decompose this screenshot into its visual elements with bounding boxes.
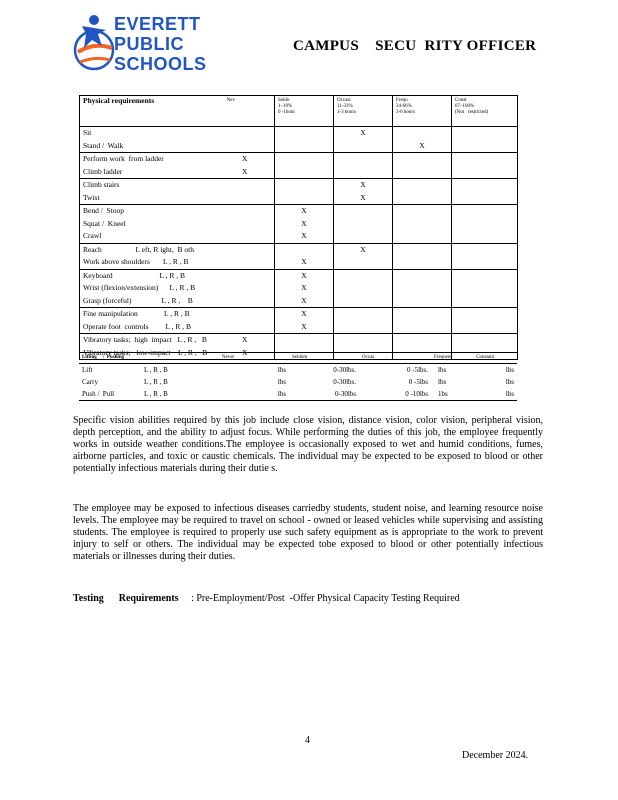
header-occasional: Occasi 11-33% 1-3 hours: [334, 96, 393, 127]
lifting-sides: L , R , B: [144, 390, 168, 398]
activity-label: Climb ladder: [83, 166, 123, 176]
lifting-table: [79, 352, 517, 401]
frequency-mark: [455, 308, 514, 321]
frequency-mark: [455, 192, 514, 205]
frequency-mark: X: [419, 140, 425, 150]
never-mark: X: [242, 347, 248, 357]
lifting-header-seldom: Seldom: [289, 353, 359, 364]
frequency-mark: [337, 166, 389, 179]
lifting-header-occasional: Occas .: [359, 353, 431, 364]
never-mark: X: [242, 154, 248, 163]
document-date: December 2024.: [462, 750, 529, 761]
activity-label: Wrist (flexion/extension) L , R , B: [83, 283, 196, 292]
activity-label: Bend / Stoop: [83, 206, 125, 215]
requirements-header-row: [80, 96, 518, 127]
frequency-mark: X: [301, 218, 307, 228]
frequency-mark: X: [301, 283, 307, 292]
requirements-constant-cell: [452, 308, 518, 334]
frequency-mark: [278, 153, 330, 166]
activity-label: Vibratory tasks; low-impact L , R , B: [83, 347, 208, 357]
frequency-mark: [337, 230, 389, 243]
requirements-frequent-cell: [393, 269, 452, 308]
lifting-header-frequent-constant: [431, 353, 517, 364]
logo-line-2: PUBLIC: [114, 34, 184, 54]
header-frequent: Frequ 34-66% 3-6 hours: [393, 96, 452, 127]
requirements-constant-cell: [452, 205, 518, 244]
frequency-mark: [396, 192, 448, 205]
requirements-occasional-cell: [334, 179, 393, 205]
frequency-mark: [337, 153, 389, 166]
frequency-mark: X: [301, 257, 307, 266]
lifting-never-value: lbs: [277, 378, 286, 386]
frequency-mark: [396, 270, 448, 283]
frequency-mark: X: [301, 206, 307, 215]
frequency-mark: [396, 205, 448, 218]
requirements-seldom-cell: [275, 243, 334, 269]
frequency-mark: [455, 256, 514, 269]
lifting-activity-cell: [79, 388, 219, 401]
lifting-header-frequent: Frequent: [434, 355, 452, 360]
requirements-seldom-cell: [275, 308, 334, 334]
testing-requirements: [73, 593, 460, 604]
requirements-occasional-cell: [334, 308, 393, 334]
requirements-occasional-cell: [334, 205, 393, 244]
lifting-row: [79, 376, 517, 388]
requirements-occasional-cell: [334, 127, 393, 153]
activity-label: Perform work from ladder: [83, 154, 164, 163]
frequency-mark: [337, 282, 389, 295]
frequency-mark: [455, 321, 514, 334]
requirements-frequent-cell: [393, 179, 452, 205]
lifting-activity-cell: [79, 376, 219, 388]
frequency-mark: X: [301, 309, 307, 318]
requirements-seldom-cell: [275, 153, 334, 179]
header-physical-label: Physical requirements: [83, 96, 155, 105]
frequency-mark: [455, 127, 514, 140]
never-mark: X: [242, 335, 248, 344]
requirements-row-group: [80, 205, 518, 244]
lifting-activity-label: Push / Pull: [82, 390, 115, 398]
lifting-frequent-value: 1bs: [438, 390, 448, 398]
requirements-constant-cell: [452, 179, 518, 205]
testing-label: Testing Requirements: [73, 593, 179, 604]
frequency-mark: [278, 179, 330, 192]
lifting-constant-value: lbs: [505, 390, 514, 398]
requirements-activity-cell: [80, 269, 275, 308]
activity-label: Climb stairs: [83, 180, 120, 189]
frequency-mark: X: [301, 231, 307, 240]
activity-label: Sit: [83, 128, 92, 137]
never-mark: X: [242, 166, 248, 176]
requirements-activity-cell: [80, 179, 275, 205]
requirements-frequent-cell: [393, 153, 452, 179]
lifting-header-row: [79, 353, 517, 364]
frequency-mark: [455, 244, 514, 257]
lifting-never-value: lbs: [219, 388, 289, 401]
requirements-constant-cell: [452, 269, 518, 308]
lifting-occasional-value: 0 -5lbs: [408, 378, 428, 386]
lifting-constant-value: lbs: [505, 366, 514, 374]
frequency-mark: [455, 205, 514, 218]
frequency-mark: [396, 153, 448, 166]
requirements-seldom-cell: [275, 205, 334, 244]
frequency-mark: [455, 140, 514, 153]
lifting-header-never: Never: [219, 353, 289, 364]
header-physical-requirements: [80, 96, 275, 127]
frequency-mark: [337, 218, 389, 231]
requirements-row-group: [80, 243, 518, 269]
frequency-mark: X: [360, 244, 366, 254]
logo-globe-icon: [72, 12, 118, 78]
frequency-mark: [455, 270, 514, 283]
header-constant: Const 67–100% (Not restricted): [452, 96, 518, 127]
frequency-mark: [455, 166, 514, 179]
header-seldom: Seldo 1–10% 0 -1hour: [275, 96, 334, 127]
lifting-occasional-value: 0 -10lbs: [359, 388, 431, 401]
requirements-constant-cell: [452, 243, 518, 269]
lifting-occasional-value: 0 -5lbs.: [407, 366, 428, 374]
frequency-mark: [396, 334, 448, 347]
frequency-mark: [337, 256, 389, 269]
frequency-mark: [337, 334, 389, 347]
frequency-mark: X: [360, 180, 366, 189]
requirements-frequent-cell: [393, 205, 452, 244]
activity-label: Squat / Kneel: [83, 218, 126, 228]
frequency-mark: [337, 205, 389, 218]
logo-line-1: EVERETT: [114, 14, 201, 34]
requirements-occasional-cell: [334, 243, 393, 269]
frequency-mark: [278, 244, 330, 257]
header-never: Nev: [226, 98, 235, 103]
activity-label: Operate foot controls L , R , B: [83, 321, 192, 331]
frequency-mark: [455, 295, 514, 308]
activity-label: Twist: [83, 192, 100, 202]
requirements-seldom-cell: [275, 269, 334, 308]
frequency-mark: [337, 308, 389, 321]
page-number: 4: [305, 735, 310, 746]
requirements-constant-cell: [452, 153, 518, 179]
lifting-activity-label: Lift: [82, 366, 93, 374]
lifting-activity-cell: [79, 364, 219, 377]
frequency-mark: X: [301, 295, 307, 305]
requirements-frequent-cell: [393, 308, 452, 334]
frequency-mark: [337, 321, 389, 334]
activity-label: Grasp (forceful) L , R , B: [83, 295, 193, 305]
frequency-mark: [396, 166, 448, 179]
lifting-seldom-value: 0-30lbs.: [333, 378, 356, 386]
frequency-mark: [337, 140, 389, 153]
requirements-row-group: [80, 179, 518, 205]
requirements-occasional-cell: [334, 269, 393, 308]
requirements-activity-cell: [80, 153, 275, 179]
frequency-mark: [455, 282, 514, 295]
frequency-mark: [337, 270, 389, 283]
physical-requirements-table: [79, 95, 518, 360]
frequency-mark: [455, 153, 514, 166]
frequency-mark: X: [360, 128, 366, 137]
frequency-mark: [396, 282, 448, 295]
testing-value: : Pre-Employment/Post -Offer Physical Capacity Testing Required: [178, 593, 460, 604]
lifting-row: [79, 364, 517, 377]
lifting-seldom-value: 0-30lbs: [289, 388, 359, 401]
frequency-mark: [337, 295, 389, 308]
frequency-mark: [396, 308, 448, 321]
document-title: CAMPUS SECU RITY OFFICER: [293, 38, 537, 54]
activity-label: Keyboard L , R , B: [83, 270, 186, 280]
frequency-mark: [455, 230, 514, 243]
frequency-mark: [278, 166, 330, 179]
environment-paragraph: The employee may be exposed to infectious diseases carriedby students, student noise, and learning resource noise levels. The employee may be required to travel on school - owned or leased vehicles while supervising and assisting students. The employee is required to properly use such safety equipment as is appropriate to the work to prevent injury to self or others. The individual may be expected tobe exposed to blood or other potentially infectious materials or illnesses during their duties.: [73, 503, 543, 562]
requirements-activity-cell: [80, 243, 275, 269]
activity-label: Work above shoulders L , R , B: [83, 257, 189, 266]
frequency-mark: [396, 127, 448, 140]
logo-line-3: SCHOOLS: [114, 54, 207, 74]
logo-wordmark: [114, 14, 207, 74]
lifting-frequent-value: lbs: [438, 366, 447, 374]
lifting-header-label: Lifting / Pushing: [79, 353, 219, 364]
requirements-frequent-cell: [393, 127, 452, 153]
frequency-mark: [455, 334, 514, 347]
frequency-mark: [278, 140, 330, 153]
lifting-activity-label: Carry: [82, 378, 98, 386]
requirements-activity-cell: [80, 127, 275, 153]
lifting-constant-value: lbs: [505, 378, 514, 386]
lifting-sides: L , R , B: [144, 366, 168, 374]
frequency-mark: [396, 321, 448, 334]
activity-label: Vibratory tasks; high impact L , R , B: [83, 335, 207, 344]
frequency-mark: [396, 179, 448, 192]
activity-label: Crawl: [83, 231, 102, 240]
lifting-row: [79, 388, 517, 401]
lifting-frequent-constant-cell: [431, 376, 517, 388]
requirements-row-group: [80, 127, 518, 153]
activity-label: Fine manipulation L , R , B: [83, 309, 190, 318]
requirements-frequent-cell: [393, 243, 452, 269]
requirements-seldom-cell: [275, 179, 334, 205]
requirements-seldom-cell: [275, 127, 334, 153]
requirements-constant-cell: [452, 127, 518, 153]
lifting-never-value: lbs: [277, 366, 286, 374]
requirements-occasional-cell: [334, 153, 393, 179]
frequency-mark: [396, 230, 448, 243]
frequency-mark: X: [301, 321, 307, 331]
frequency-mark: [396, 218, 448, 231]
requirements-row-group: [80, 269, 518, 308]
lifting-header-constant: Constant: [476, 355, 494, 360]
lifting-seldom-value: 0-30lbs.: [333, 366, 356, 374]
requirements-activity-cell: [80, 205, 275, 244]
frequency-mark: [278, 334, 330, 347]
frequency-mark: X: [301, 270, 307, 280]
requirements-row-group: [80, 153, 518, 179]
frequency-mark: [396, 244, 448, 257]
everett-public-schools-logo: [72, 12, 242, 82]
requirements-row-group: [80, 308, 518, 334]
frequency-mark: [278, 127, 330, 140]
frequency-mark: [455, 179, 514, 192]
frequency-mark: [396, 256, 448, 269]
frequency-mark: [278, 192, 330, 205]
lifting-frequent-constant-cell: [431, 364, 517, 377]
frequency-mark: [396, 295, 448, 308]
frequency-mark: X: [360, 192, 366, 202]
vision-requirements-paragraph: Specific vision abilities required by this job include close vision, distance vision, color vision, peripheral vision, depth perception, and the ability to adjust focus. While performing the duties of this job, the employee frequently works in outside weather conditions.The employee is occasionally exposed to wet and humid conditions, fumes, airborne particles, and toxic or caustic chemicals. The individual may be expected to be exposed to blood or other potentially infectious materials during their dutie s.: [73, 415, 543, 474]
frequency-mark: [455, 218, 514, 231]
lifting-frequent-constant-cell: [431, 388, 517, 401]
lifting-frequent-value: lbs: [438, 378, 447, 386]
activity-label: Reach L eft, R ight, B oth: [83, 244, 194, 254]
activity-label: Stand / Walk: [83, 140, 124, 150]
requirements-activity-cell: [80, 308, 275, 334]
lifting-sides: L , R , B: [144, 378, 168, 386]
